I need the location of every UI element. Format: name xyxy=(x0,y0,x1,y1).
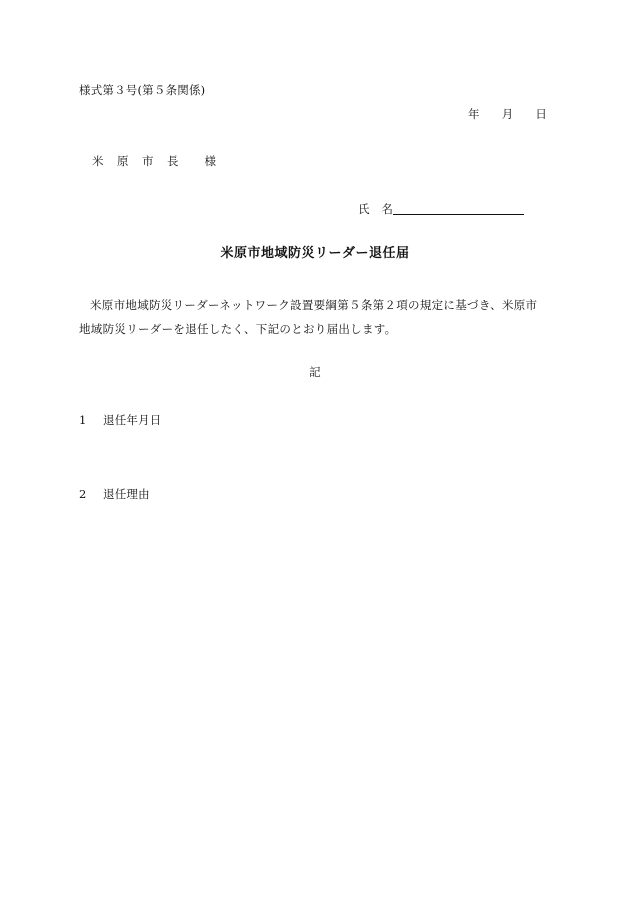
body-paragraph: 米原市地域防災リーダーネットワーク設置要綱第５条第２項の規定に基づき、米原市地域防災リーダーを退任したく、下記のとおり届出します。 xyxy=(79,298,538,336)
list-item xyxy=(79,412,162,428)
list-item xyxy=(79,486,150,502)
month-label: 月 xyxy=(501,107,514,121)
item-number: 2 xyxy=(79,487,87,501)
date-line xyxy=(468,106,547,122)
addressee: 米 原 市 長 様 xyxy=(92,154,217,168)
name-label: 氏 名 xyxy=(358,202,394,216)
item-label: 退任理由 xyxy=(103,487,150,501)
year-label: 年 xyxy=(468,107,480,121)
name-row xyxy=(358,201,524,217)
item-label: 退任年月日 xyxy=(103,413,162,427)
day-label: 日 xyxy=(535,107,548,121)
document-title: 米原市地域防災リーダー退任届 xyxy=(220,246,410,261)
form-number: 様式第３号(第５条関係) xyxy=(79,83,206,97)
name-underline xyxy=(393,201,524,215)
item-number: 1 xyxy=(79,413,87,427)
ki-heading: 記 xyxy=(309,365,321,379)
